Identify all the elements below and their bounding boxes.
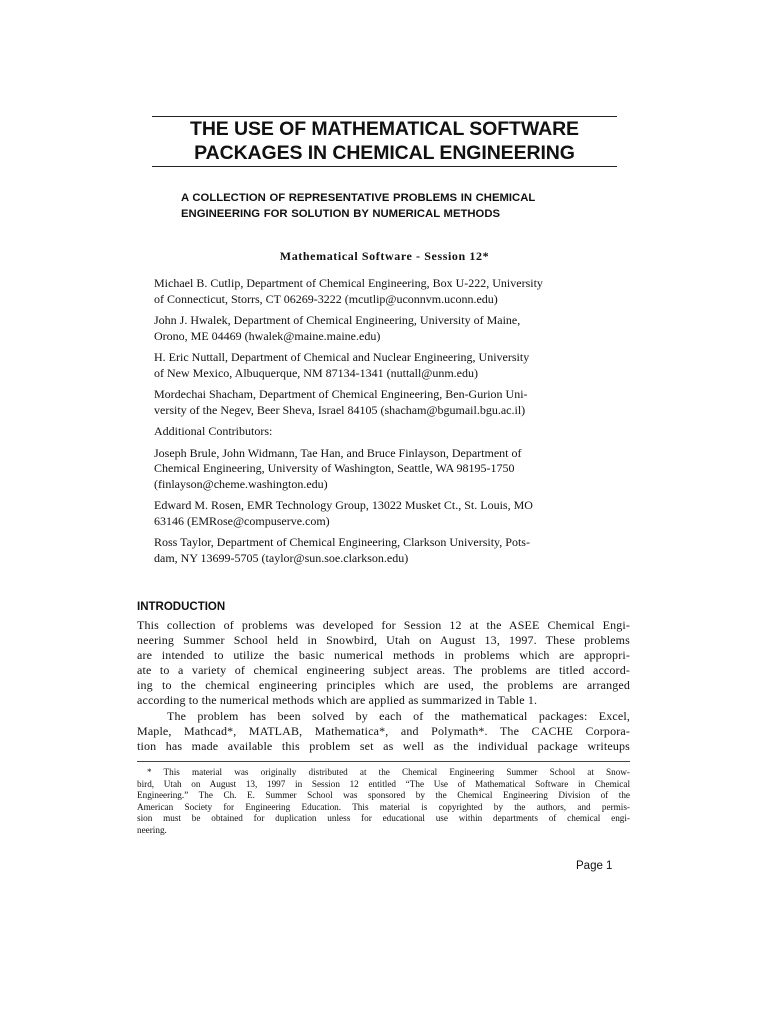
contributor-line: 63146 (EMRose@compuserve.com) <box>154 513 330 528</box>
contributor-entry <box>154 446 624 493</box>
author-entry <box>154 387 624 418</box>
contributor-entry <box>154 498 624 529</box>
author-entry <box>154 313 624 344</box>
body-line: ate to a variety of chemical engineering subject areas. The problems are titled accord- <box>137 663 630 678</box>
footnote-line: * This material was originally distributed at the Chemical Engineering Summer School at Snow- <box>147 767 630 777</box>
subtitle-line-1: A COLLECTION OF REPRESENTATIVE PROBLEMS IN CHEMICAL <box>181 192 536 204</box>
title-line-1: THE USE OF MATHEMATICAL SOFTWARE <box>190 118 579 140</box>
contributor-entry <box>154 535 624 566</box>
contributor-line: dam, NY 13699-5705 (taylor@sun.soe.clarkson.edu) <box>154 550 409 565</box>
footnote <box>137 767 630 836</box>
page-number: Page 1 <box>576 860 613 872</box>
additional-contributors-label <box>154 424 624 440</box>
body-line: tion has made available this problem set as well as the individual package writeups <box>137 738 630 753</box>
footnote-line: sion must be obtained for duplication unless for educational use within departments of chemical engi- <box>137 813 630 823</box>
author-line: John J. Hwalek, Department of Chemical Engineering, University of Maine, <box>154 313 521 327</box>
subtitle-line-2: ENGINEERING FOR SOLUTION BY NUMERICAL METHODS <box>181 207 501 220</box>
author-line: of New Mexico, Albuquerque, NM 87134-1341 (nuttall@unm.edu) <box>154 365 478 380</box>
footnote-line: neering. <box>137 824 167 835</box>
body-line: ing to the chemical engineering principles which are used, the problems are arranged <box>137 678 630 693</box>
introduction-heading: INTRODUCTION <box>137 601 226 613</box>
author-entry <box>154 350 624 381</box>
body-line: are intended to utilize the basic numerical methods in problems which are appropri- <box>137 648 630 663</box>
author-list <box>154 276 624 572</box>
author-line: Michael B. Cutlip, Department of Chemical Engineering, Box U-222, University <box>154 276 543 290</box>
body-line: This collection of problems was developed for Session 12 at the ASEE Chemical Engi- <box>137 618 630 632</box>
author-line: Orono, ME 04469 (hwalek@maine.maine.edu) <box>154 328 381 343</box>
footnote-line: American Society for Engineering Education. This material is copyrighted by the authors, and permis- <box>137 801 630 812</box>
footnote-line: Engineering.” The Ch. E. Summer School was sponsored by the Chemical Engineering Division of the <box>137 790 630 800</box>
author-line: Mordechai Shacham, Department of Chemical Engineering, Ben-Gurion Uni- <box>154 387 528 401</box>
contributor-line: Edward M. Rosen, EMR Technology Group, 13022 Musket Ct., St. Louis, MO <box>154 498 533 512</box>
contributor-line: (finlayson@cheme.washington.edu) <box>154 476 328 491</box>
body-line: according to the numerical methods which are applied as summarized in Table 1. <box>137 693 538 708</box>
body-line: Maple, Mathcad*, MATLAB, Mathematica*, and Polymath*. The CACHE Corpora- <box>137 723 630 738</box>
session-heading: Mathematical Software - Session 12* <box>279 249 490 263</box>
contributor-line: Ross Taylor, Department of Chemical Engineering, Clarkson University, Pots- <box>154 535 530 549</box>
title-line-2: PACKAGES IN CHEMICAL ENGINEERING <box>194 142 575 164</box>
additional-contributors-text: Additional Contributors: <box>154 424 273 438</box>
author-line: H. Eric Nuttall, Department of Chemical and Nuclear Engineering, University <box>154 350 530 364</box>
contributor-line: Joseph Brule, John Widmann, Tae Han, and Bruce Finlayson, Department of <box>154 445 522 460</box>
page-title <box>152 116 617 166</box>
author-line: versity of the Negev, Beer Sheva, Israel 84105 (shacham@bgumail.bgu.ac.il) <box>154 402 526 417</box>
body-line: The problem has been solved by each of the mathematical packages: Excel, <box>167 708 630 723</box>
author-entry <box>154 276 624 307</box>
footnote-divider <box>137 761 630 762</box>
introduction-body <box>137 618 630 754</box>
title-bottom-rule <box>152 166 617 167</box>
body-line: neering Summer School held in Snowbird, Utah on August 13, 1997. These problems <box>137 633 630 648</box>
subtitle <box>181 191 601 222</box>
author-line: of Connecticut, Storrs, CT 06269-3222 (mcutlip@uconnvm.uconn.edu) <box>154 291 498 306</box>
contributor-line: Chemical Engineering, University of Washington, Seattle, WA 98195-1750 <box>154 461 515 475</box>
footnote-line: bird, Utah on August 13, 1997 in Session 12 entitled “The Use of Mathematical Software in Chemical <box>137 778 630 789</box>
